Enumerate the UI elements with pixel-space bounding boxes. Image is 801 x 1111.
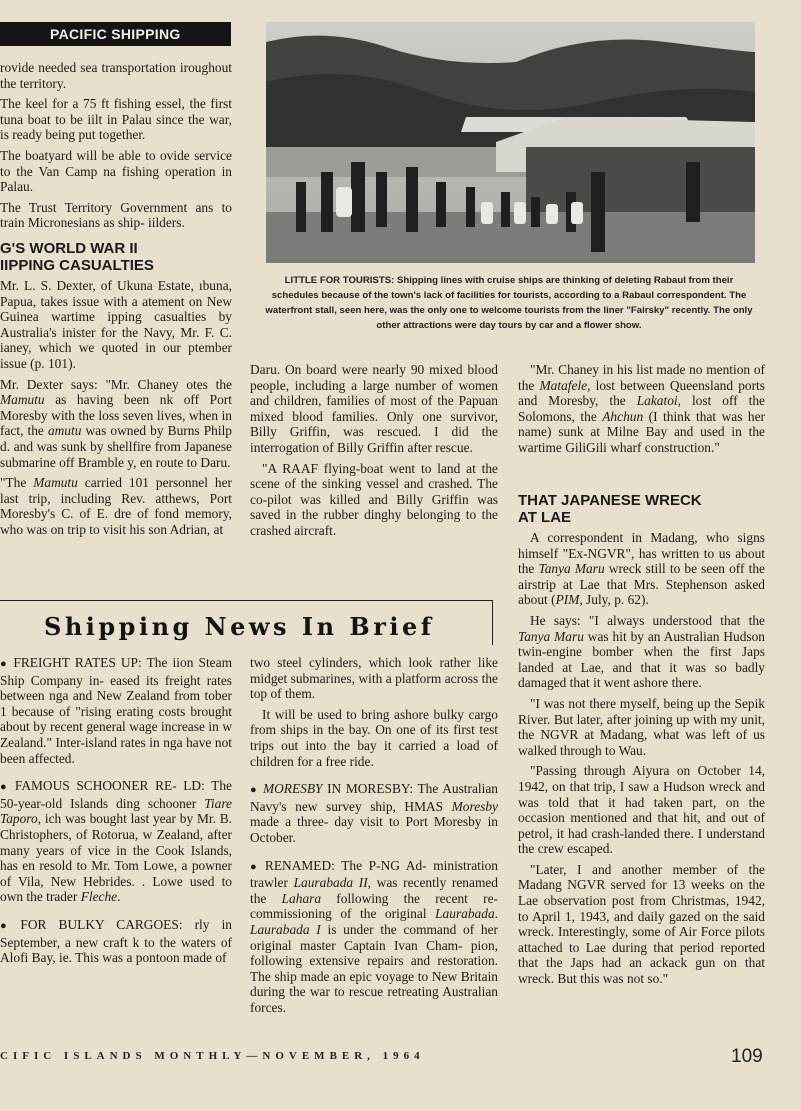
article-heading-casualties: [0, 240, 154, 274]
bullet-icon: ●: [0, 919, 16, 932]
paragraph: It will be used to bring ashore bulky cargo from ships in the bay. On one of its first test trips out into the bay it carried a load of children for a free ride.: [250, 706, 498, 769]
ship-name: Tanya Maru: [538, 561, 605, 577]
brief-left-column: [0, 655, 232, 971]
publication-name: PIM: [555, 592, 580, 608]
brief-item: ● FOR BULKY CARGOES: rly in September, a new craft k to the waters of Alofi Bay, ie. This was a pontoon made of: [0, 916, 232, 966]
paragraph: A correspondent in Madang, who signs himself "Ex-NGVR", has written to us about the Tanya Maru wreck still to be seen off the airstrip at Lae that Mrs. Stephenson asked about (PIM, July, p. 62).: [518, 530, 765, 608]
right-column-article: [518, 530, 765, 992]
paragraph: He says: "I always understood that the Tanya Maru was hit by an Australian Hudson twin-engine bomber when the first Japs landed at Lae, and that it was so badly damaged that it went ashore there.: [518, 612, 765, 691]
bullet-icon: ●: [250, 860, 260, 873]
ship-name: Tiare Taporo: [0, 795, 232, 827]
article-heading-japanese-wreck: [518, 492, 702, 526]
paragraph: "A RAAF flying-boat went to land at the scene of the sinking vessel and crashed. The co-pilot was killed and Billy Griffin was saved in the rubber dinghy belonging to the crashed aircraft.: [250, 460, 498, 538]
paragraph: "Mr. Chaney in his list made no mention of the Matafele, lost between Queensland ports and Moresby, the Lakatoi, lost off the Solomons, the Ahchun (I think that was her name) sunk at Milne Bay and used in the wartime GiliGili wharf construction.": [518, 362, 766, 455]
ship-name: Laurabada I: [250, 921, 321, 937]
ship-name: Fleche: [80, 889, 118, 905]
waterfront-photo: [266, 22, 755, 263]
paragraph: two steel cylinders, which look rather like midget submarines, with a platform across the top of them.: [250, 655, 498, 702]
section-tag: PACIFIC SHIPPING: [0, 22, 231, 46]
right-column: [518, 362, 765, 461]
ship-name: Mamutu: [0, 392, 45, 408]
paragraph: The boatyard will be able to ovide service to the Van Camp na fishing operation in Palau.: [0, 147, 232, 195]
brief-item: ● FAMOUS SCHOONER RE- LD: The 50-year-old Islands ding schooner Tiare Taporo, ich was bought last year by Mr. B. Christophers, of Rotorua, w Zealand, after many years of vice in the Cook Islands, has en resold to Mr. Tom Lowe, a powner of Vila, New Hebrides. . Lowe used to own the trader Fleche.: [0, 778, 232, 905]
heading-line: G'S WORLD WAR II: [0, 240, 138, 257]
paragraph: "Passing through Aiyura on October 14, 1942, on that trip, I saw a Hudson wreck and was told that it had taken part, on the occasion mentioned and that hit, and out of petrol, it had crash-landed there. I understand the crew escaped.: [518, 763, 765, 857]
bullet-icon: ●: [250, 784, 258, 797]
ship-name: Lahara: [281, 890, 322, 906]
page-footer: CIFIC ISLANDS MONTHLY—NOVEMBER, 1964: [0, 1050, 425, 1062]
left-column-article: [0, 278, 232, 543]
brief-middle-column: [250, 655, 498, 1020]
ship-name: Mamutu: [33, 475, 78, 491]
paragraph: Mr. L. S. Dexter, of Ukuna Estate, ıbuna, Papua, takes issue with a atement on New Guinea wartime ipping casualties by Australia's inister for the Navy, Mr. F. C. ianey, which we quoted in our ptember issue (p. 101).: [0, 278, 232, 371]
paragraph: The Trust Territory Government ans to train Micronesians as ship- iilders.: [0, 199, 232, 231]
ship-name: Lakatoi: [636, 393, 678, 409]
heading-line: AT LAE: [518, 509, 572, 526]
paragraph: Daru. On board were nearly 90 mixed blood people, including a large number of women and children, families of most of the Papuan mixed blood families. Only one survivor, Billy Griffin, was rescued. I did the interrogation of Billy Griffin after rescue.: [250, 362, 498, 455]
left-column: [0, 60, 232, 236]
paragraph: "Later, I and another member of the Madang NGVR served for 13 weeks on the Lae observation post from Christmas, 1942, to April 1, 1943, and daily gazed on the said wreck. Interestingly, some of Air Force pilots attached to Lae during that period reported that the Japs had an ackack gun on that wreck. But this was not so.": [518, 861, 765, 987]
ship-name: Laurabada: [435, 906, 495, 922]
ship-name: MORESBY: [262, 781, 323, 797]
brief-item: ● MORESBY IN MORESBY: The Australian Navy's new survey ship, HMAS Moresby made a three- day visit to Port Moresby in October.: [250, 781, 498, 845]
ship-name: Laurabada II: [293, 875, 368, 891]
caption-lead: LITTLE FOR TOURISTS:: [284, 275, 395, 286]
middle-column: [250, 362, 498, 544]
bullet-icon: ●: [0, 781, 10, 794]
caption-body: Shipping lines with cruise ships are thinking of deleting Rabaul from their schedules because of the town's lack of facilities for tourists, according to a Rabaul correspondent. The waterfront stall, seen here, was the only one to welcome tourists from the liner "Fairsky" recently. The only other attractions were day tours by car and a flower show.: [265, 275, 753, 331]
heading-line: THAT JAPANESE WRECK: [518, 492, 702, 509]
photo-illustration: [266, 22, 755, 263]
ship-name: Moresby: [451, 798, 498, 814]
photo-caption: [264, 273, 754, 333]
paragraph: rovide needed sea transportation iroughout the territory.: [0, 60, 232, 91]
paragraph: "The Mamutu carried 101 personnel her last trip, including Rev. atthews, Port Moresby's C. of E. dre of fond memory, who was on trip to visit his son Adrian, at: [0, 475, 232, 537]
ship-name: Matafele: [539, 377, 588, 393]
paragraph: "I was not there myself, being up the Sepik River. But later, after joining up with my unit, the NGVR at Madang, what was left of us walked through to Wau.: [518, 695, 765, 758]
brief-item: ● FREIGHT RATES UP: The iion Steam Ship Company in- eased its freight rates between nga and New Zealand from tober 1 because of "rising erating costs brought about by recent general wage increase in w Zealand." Inter-island rates in nga have not been affected.: [0, 655, 232, 766]
heading-line: IIPPING CASUALTIES: [0, 257, 154, 274]
bullet-icon: ●: [0, 658, 9, 670]
ship-name: Ahchun: [602, 408, 644, 424]
brief-section-title: Shipping News In Brief: [44, 612, 435, 641]
ship-name: Tanya Maru: [518, 628, 584, 644]
ship-name: amutu: [47, 423, 82, 439]
paragraph: Mr. Dexter says: "Mr. Chaney otes the Mamutu as having been nk off Port Moresby with the loss seven lives, when in fact, the amutu was owned by Burns Philp d. and was sunk by shellfire from Japanese submarine off Bramble y, en route to Daru.: [0, 376, 232, 470]
brief-item: ● RENAMED: The P-NG Ad- ministration trawler Laurabada II, was recently renamed the Lahara following the recent re-commissioning of the original Laurabada. Laurabada I is under the command of her original master Captain Ivan Cham- pion, following extensive repairs and restoration. The ship made an epic voyage to New Britain during the war to rescue retreating Australian forces.: [250, 857, 499, 1015]
paragraph: The keel for a 75 ft fishing essel, the first tuna boat to be iilt in Palau since the war, is ready being put together.: [0, 96, 232, 143]
page-number: 109: [731, 1046, 763, 1067]
